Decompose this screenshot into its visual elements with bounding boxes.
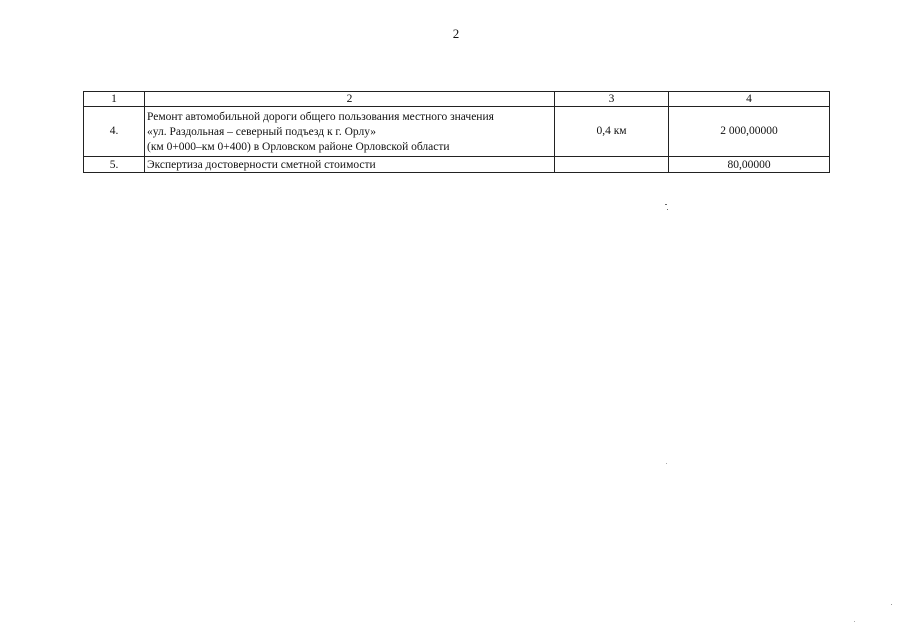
row-amount-cell: 2 000,00000: [669, 107, 830, 157]
row-number-cell: 4.: [84, 107, 145, 157]
table-row: [84, 107, 830, 157]
header-cell-1: 1: [84, 92, 145, 107]
row-description-cell: [145, 157, 555, 173]
description-line: Ремонт автомобильной дороги общего пользования местного значения: [147, 110, 494, 123]
scan-speck: [667, 209, 668, 210]
description-line: Экспертиза достоверности сметной стоимости: [147, 158, 376, 171]
row-quantity-cell: 0,4 км: [555, 107, 669, 157]
header-cell-3: 3: [555, 92, 669, 107]
scan-speck: [891, 604, 892, 605]
header-cell-4: 4: [669, 92, 830, 107]
description-line: (км 0+000–км 0+400) в Орловском районе Орловской области: [147, 140, 450, 153]
row-description-cell: [145, 107, 555, 157]
scan-speck: [854, 621, 855, 622]
page-number: 2: [452, 26, 460, 41]
table-row: [84, 157, 830, 173]
scan-speck: [666, 463, 667, 464]
estimate-table: [83, 91, 830, 173]
row-amount-cell: 80,00000: [669, 157, 830, 173]
header-cell-2: 2: [145, 92, 555, 107]
table-header-row: [84, 92, 830, 107]
scan-speck: [665, 204, 667, 205]
row-number-cell: 5.: [84, 157, 145, 173]
row-quantity-cell: [555, 157, 669, 173]
description-line: «ул. Раздольная – северный подъезд к г. Орлу»: [147, 125, 377, 138]
